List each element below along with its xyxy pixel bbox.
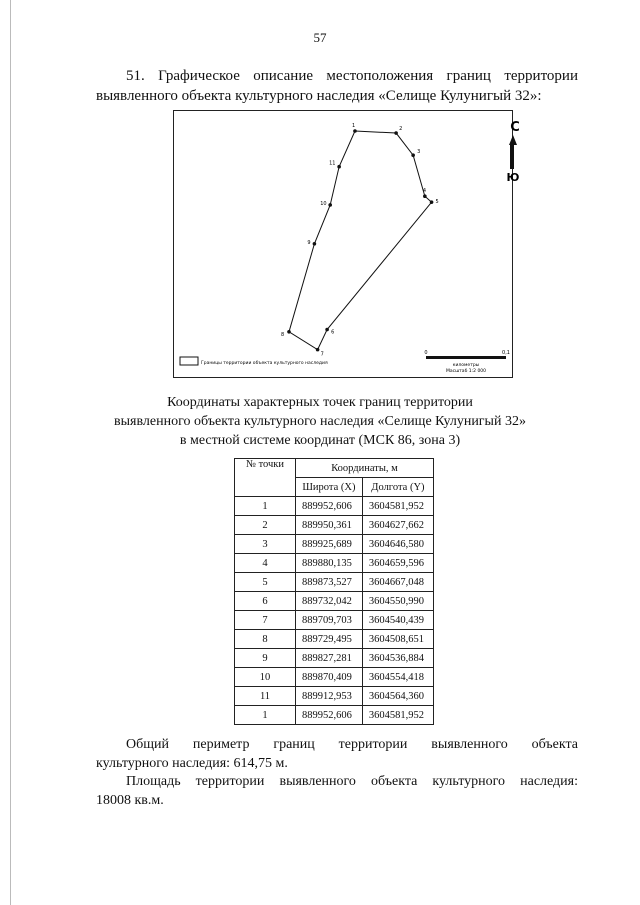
boundary-point-marker [325,328,329,332]
page-number: 57 [313,30,327,45]
north-label: С [510,120,520,135]
area-line-2: 18008 кв.м. [96,793,164,808]
point-number-cell: 1 [235,706,296,725]
point-number-cell: 5 [235,573,296,592]
point-number-cell: 2 [235,516,296,535]
coordinates-table [234,458,434,725]
heading-line-1: 51. Графическое описание местоположения границ территории [126,68,578,84]
x-coordinate-cell: 889870,409 [296,668,363,687]
point-number-cell: 4 [235,554,296,573]
table-row [235,611,434,630]
boundary-point-marker [411,153,415,157]
point-number-cell: 6 [235,592,296,611]
x-coordinate-cell: 889732,042 [296,592,363,611]
legend-text: Границы территории объекта культурного наследия [201,361,328,366]
table-row [235,630,434,649]
south-label: Ю [506,171,520,184]
boundary-point-label: 9 [307,239,311,246]
perimeter-line-1: Общий периметр границ территории выявленного объекта [126,737,578,752]
point-number-cell: 3 [235,535,296,554]
table-row [235,535,434,554]
x-coordinate-cell: 889912,953 [296,687,363,706]
y-coordinate-cell: 3604508,651 [362,630,433,649]
boundary-point-label: 3 [417,149,421,156]
scan-edge-line [10,0,11,905]
legend-swatch [180,357,198,365]
table-row [235,687,434,706]
heading-line-2: выявленного объекта культурного наследия «Селище Кулунигый 32»: [96,88,542,104]
point-number-cell: 8 [235,630,296,649]
coordinates-table-body [235,497,434,725]
col-header-x: Широта (X) [296,478,363,497]
col-header-point: № точки [235,459,296,497]
boundary-point-marker [394,131,398,135]
y-coordinate-cell: 3604554,418 [362,668,433,687]
table-row [235,573,434,592]
point-number-cell: 7 [235,611,296,630]
x-coordinate-cell: 889709,703 [296,611,363,630]
table-row [235,554,434,573]
boundary-point-label: 7 [320,351,324,358]
boundary-point-label: 8 [281,331,285,338]
north-arrow-icon [507,120,520,184]
x-coordinate-cell: 889950,361 [296,516,363,535]
x-coordinate-cell: 889925,689 [296,535,363,554]
boundary-layer [281,123,439,358]
x-coordinate-cell: 889873,527 [296,573,363,592]
x-coordinate-cell: 889729,495 [296,630,363,649]
y-coordinate-cell: 3604646,580 [362,535,433,554]
perimeter-paragraph [96,735,578,773]
coordinates-title [0,393,640,450]
boundary-point-label: 10 [320,200,327,207]
scale-end-label: 0,1 [502,350,510,356]
table-row [235,649,434,668]
boundary-point-marker [430,200,434,204]
y-coordinate-cell: 3604581,952 [362,706,433,725]
point-number-cell: 10 [235,668,296,687]
table-row [235,592,434,611]
scale-ratio-label: Масштаб 1:2 000 [445,369,487,374]
boundary-point-marker [353,129,357,133]
y-coordinate-cell: 3604581,952 [362,497,433,516]
section-heading [96,66,578,106]
boundary-point-label: 2 [399,126,403,133]
x-coordinate-cell: 889827,281 [296,649,363,668]
scale-unit-label: километры [452,363,480,368]
boundary-map [173,110,520,378]
boundary-point-marker [313,242,317,246]
point-number-cell: 9 [235,649,296,668]
boundary-point-label: 5 [435,199,439,206]
y-coordinate-cell: 3604536,884 [362,649,433,668]
y-coordinate-cell: 3604550,990 [362,592,433,611]
boundary-point-label: 1 [351,123,356,129]
coordinates-title-line-1: Координаты характерных точек границ территории [167,395,473,410]
y-coordinate-cell: 3604659,596 [362,554,433,573]
boundary-point-marker [423,194,427,198]
boundary-point-label: 4 [422,188,427,195]
boundary-point-label: 6 [331,329,335,336]
scale-bar [424,350,510,374]
coordinates-title-line-2: выявленного объекта культурного наследия «Селище Кулунигый 32» [114,414,526,429]
table-row [235,497,434,516]
boundary-point-marker [316,348,320,352]
y-coordinate-cell: 3604627,662 [362,516,433,535]
area-line-1: Площадь территории выявленного объекта культурного наследия: [126,774,578,789]
y-coordinate-cell: 3604667,048 [362,573,433,592]
area-paragraph [96,772,578,810]
scale-start-label: 0 [424,350,428,356]
x-coordinate-cell: 889880,135 [296,554,363,573]
boundary-point-marker [287,330,291,334]
table-row [235,516,434,535]
map-canvas [174,111,520,377]
boundary-point-marker [337,165,341,169]
x-coordinate-cell: 889952,606 [296,706,363,725]
table-row [235,668,434,687]
y-coordinate-cell: 3604564,360 [362,687,433,706]
point-number-cell: 1 [235,497,296,516]
scale-bar-fill [426,356,506,359]
col-header-y: Долгота (Y) [362,478,433,497]
col-header-coords: Координаты, м [296,459,434,478]
table-row [235,706,434,725]
y-coordinate-cell: 3604540,439 [362,611,433,630]
coordinates-title-line-3: в местной системе координат (МСК 86, зона 3) [179,433,461,448]
map-legend [180,357,328,366]
point-number-cell: 11 [235,687,296,706]
boundary-point-label: 11 [329,160,336,167]
boundary-point-marker [328,203,332,207]
x-coordinate-cell: 889952,606 [296,497,363,516]
perimeter-line-2: культурного наследия: 614,75 м. [96,756,288,771]
